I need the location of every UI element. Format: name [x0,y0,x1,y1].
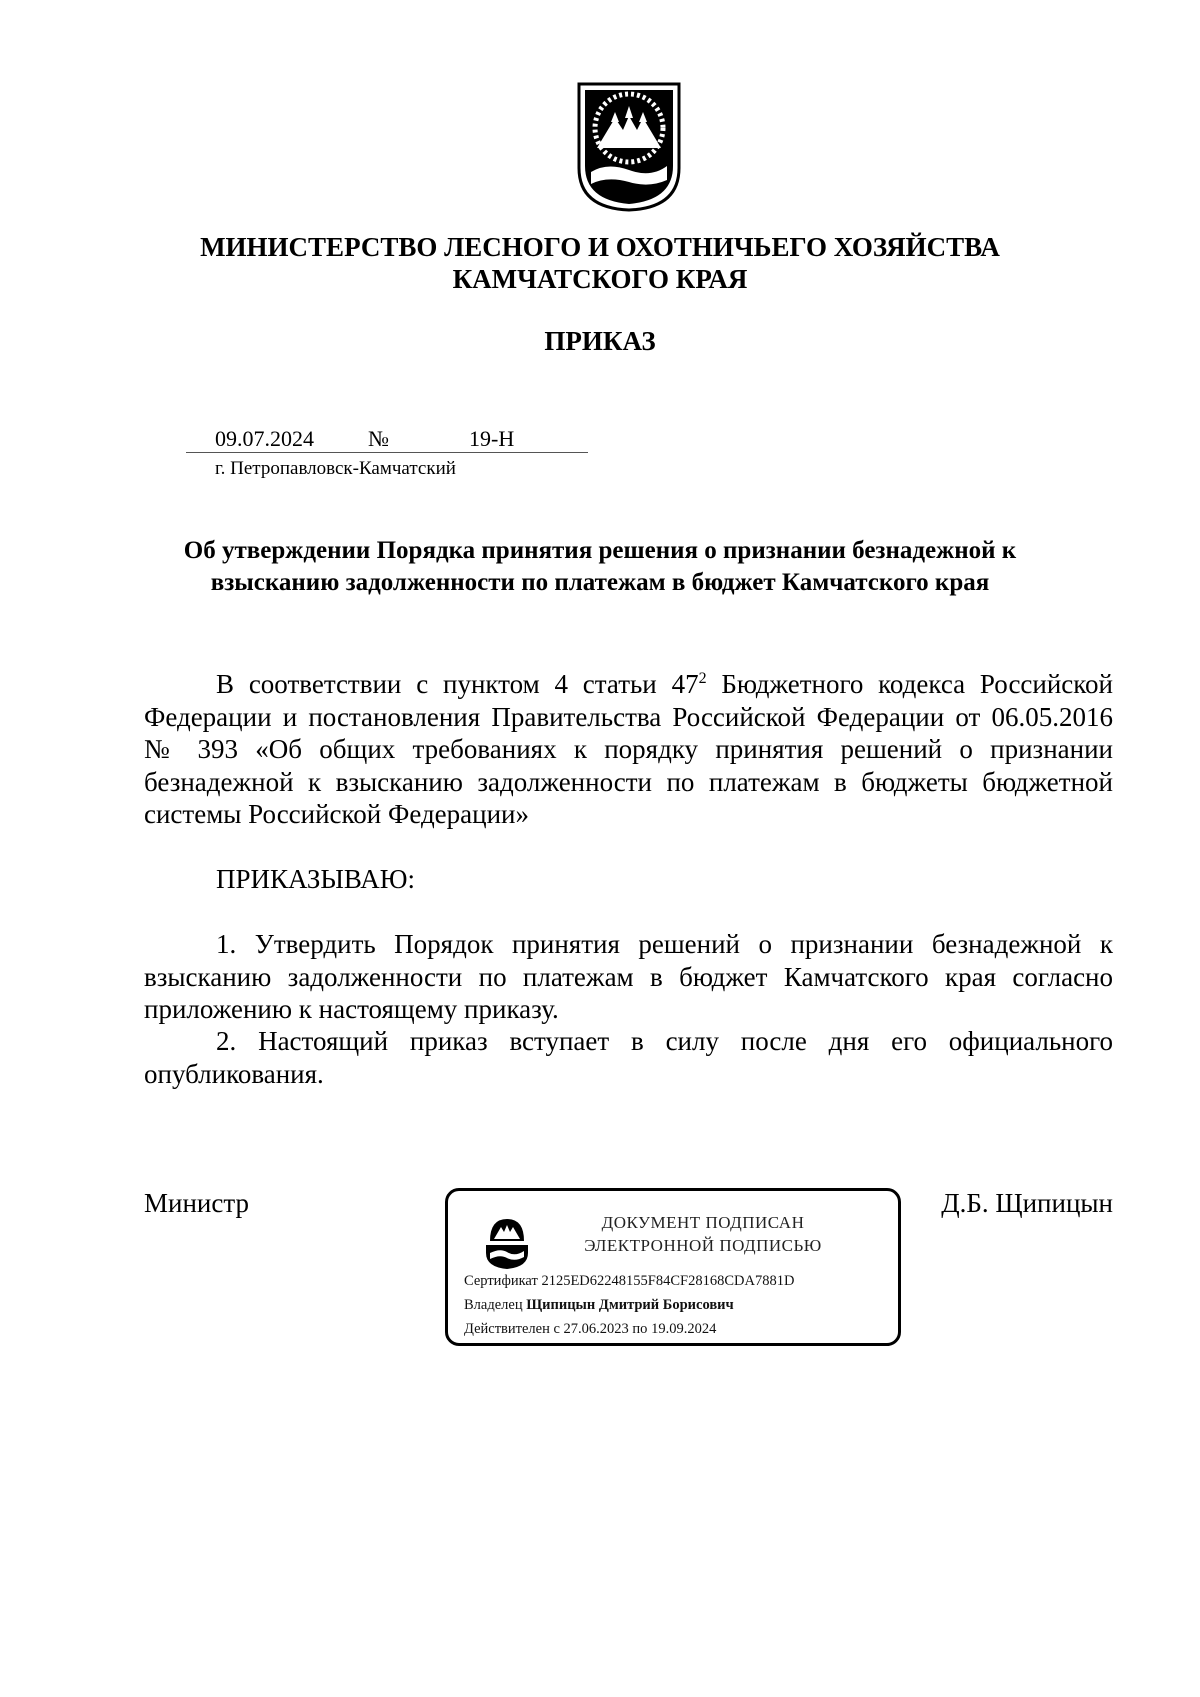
order-subject: Об утверждении Порядка принятия решения о признании безнадежной к взысканию задолженности по платежам в бюджет Камчатского края [183,537,1017,596]
order-number: 19-Н [469,426,515,451]
owner-value: Щипицын Дмитрий Борисович [526,1297,734,1313]
kamchatka-coat-of-arms-icon [577,82,681,212]
order-item-1: 1. Утвердить Порядок принятия решений о признании безнадежной к взысканию задолженности по платежам в бюджет Камчатского края согласно приложению к настоящему приказу. [144,929,1113,1024]
registration-underline [186,452,588,453]
signer-name: Д.Б. Щипицын [941,1188,1113,1218]
electronic-signature-stamp [445,1188,901,1346]
order-item-2: 2. Настоящий приказ вступает в силу после дня его официального опубликования. [144,1026,1113,1089]
stamp-certificate-row [464,1273,794,1290]
article-superscript: 2 [698,670,707,687]
certificate-value: 2125ED62248155F84CF28168CDA7881D [541,1273,795,1289]
stamp-heading-line2: ЭЛЕКТРОННОЙ ПОДПИСЬЮ [584,1236,822,1255]
order-word: ПРИКАЗЫВАЮ: [216,864,415,894]
intro-paragraph [144,668,1113,831]
owner-label: Владелец [464,1297,523,1313]
intro-text-start: В соответствии с пунктом 4 статьи 47 [216,669,699,699]
stamp-emblem-icon [484,1213,530,1271]
signer-position: Министр [144,1188,249,1218]
stamp-heading-line1: ДОКУМЕНТ ПОДПИСАН [601,1213,805,1232]
ministry-title-line2: КАМЧАТСКОГО КРАЯ [452,264,748,294]
intro-text-end: Бюджетного кодекса Российской Федерации и постановления Правительства Российской Федерации от 06.05.2016 № 393 «Об общих требованиях к порядку принятия решений о признании безнадежной к взысканию задолженности по платежам в бюджеты бюджетной системы Российской Федерации» [144,669,1113,829]
certificate-label: Сертификат [464,1273,538,1289]
valid-from-label: Действителен с [464,1321,560,1337]
document-type: ПРИКАЗ [544,326,656,356]
valid-to-value: 19.09.2024 [651,1321,717,1337]
ministry-title-line1: МИНИСТЕРСТВО ЛЕСНОГО И ОХОТНИЧЬЕГО ХОЗЯЙСТВА [200,232,1000,262]
stamp-owner-row [464,1297,734,1314]
valid-from-value: 27.06.2023 [563,1321,629,1337]
valid-to-label: по [632,1321,648,1337]
order-city: г. Петропавловск-Камчатский [215,458,456,479]
order-number-label: № [368,426,389,451]
stamp-validity-row [464,1321,716,1338]
order-date: 09.07.2024 [215,426,314,451]
